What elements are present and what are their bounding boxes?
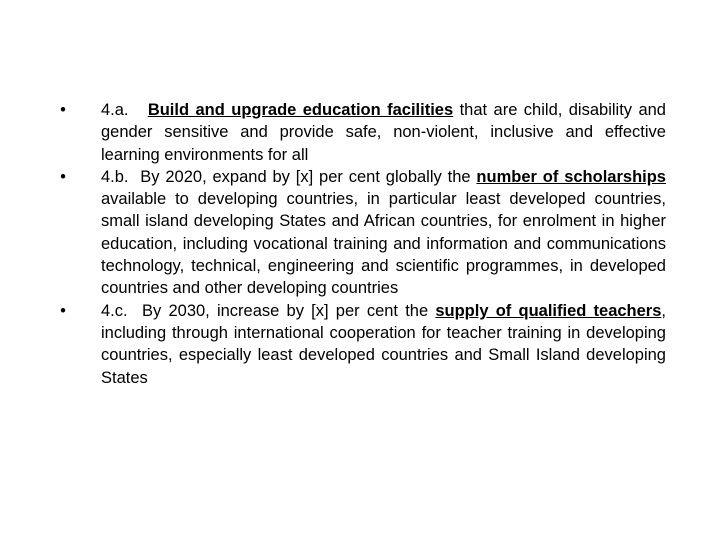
emphasis-text: Build and upgrade education facilities [147, 101, 454, 119]
bullet-marker: • [60, 167, 66, 186]
bullet-item-4c [56, 300, 666, 389]
bullet-body: available to developing countries, in particular least developed countries, small island developing States and African countries, for enrolment in higher education, including vocational training and information and communications technology, technical, engineering and scientific programmes, in developed countries and other developing countries [101, 190, 666, 298]
target-number: 4.b. [101, 167, 129, 186]
bullet-lead: By 2020, expand by [x] per cent globally the [140, 167, 477, 186]
bullet-body: that are child, disability and gender sensitive and provide safe, non-violent, inclusive and effective learning environments for all [101, 101, 666, 164]
bullet-text [101, 168, 666, 297]
target-number: 4.a. [101, 101, 129, 119]
bullet-body: , including through international cooperation for teacher training in developing countries, especially least developed countries and Small Island developing States [101, 301, 666, 387]
bullet-text [101, 101, 666, 164]
bullet-text [101, 302, 666, 387]
bullet-item-4a [56, 99, 666, 166]
bullet-list [56, 99, 666, 389]
bullet-marker: • [60, 301, 66, 320]
target-number: 4.c. [101, 301, 128, 320]
bullet-item-4b [56, 166, 666, 300]
bullet-lead: By 2030, increase by [x] per cent the [142, 301, 436, 320]
emphasis-text: number of scholarships [476, 167, 666, 186]
bullet-marker: • [60, 101, 66, 119]
emphasis-text: supply of qualified teachers [435, 301, 662, 320]
